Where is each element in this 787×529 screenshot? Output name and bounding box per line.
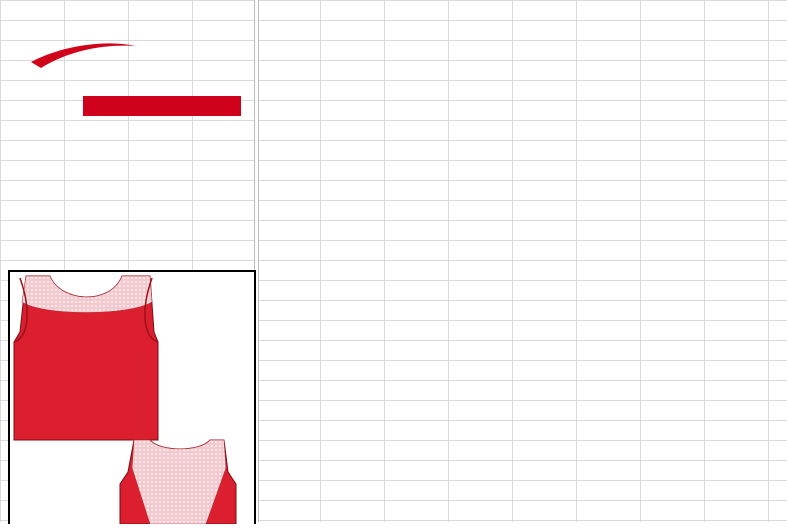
badger-sport-logo	[25, 40, 245, 120]
logo-swoosh	[31, 43, 135, 68]
garment-illustration-box	[8, 270, 256, 524]
logo-sport-bar	[83, 96, 241, 116]
singlet-illustration	[10, 272, 254, 524]
back-singlet	[120, 440, 236, 524]
front-singlet	[14, 276, 158, 440]
specifications-sheet	[258, 0, 787, 522]
